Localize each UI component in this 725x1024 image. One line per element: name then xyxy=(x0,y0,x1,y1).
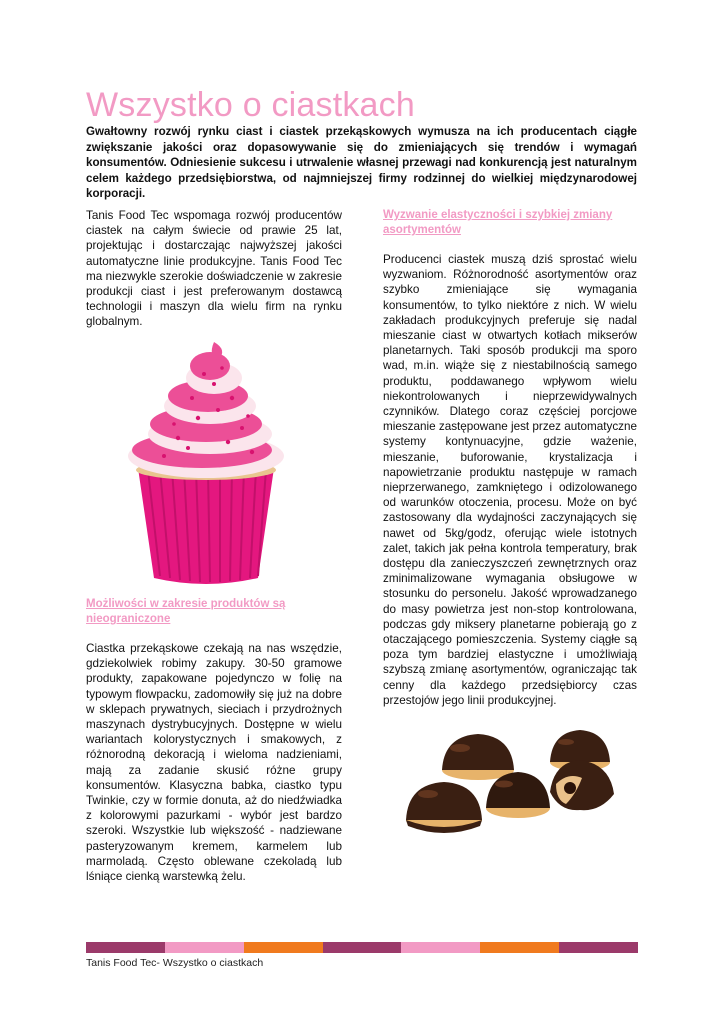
footer-bar-segment xyxy=(86,942,165,953)
footer-bar-segment xyxy=(244,942,323,953)
page-title: Wszystko o ciastkach xyxy=(86,86,415,124)
section-heading-possibilities xyxy=(86,597,342,627)
footer-bar-segment xyxy=(480,942,559,953)
lead-paragraph: Gwałtowny rozwój rynku ciast i ciastek przekąskowych wymusza na ich producentach ciągłe zwiększanie jakości oraz dopasowywanie się do zmieniających się trendów i wymagań konsumentów. Odniesienie sukcesu i utrwalenie własnej przewagi nad konkurencją jest naturalnym celem każdego przedsiębiorstwa, od najmniejszej firmy rodzinnej do wielkiej międzynarodowej korporacji. xyxy=(86,125,637,200)
footer-text: Tanis Food Tec- Wszystko o ciastkach xyxy=(86,957,264,969)
footer-color-bar xyxy=(86,942,638,953)
left-column xyxy=(86,208,342,330)
chocolate-cookies-image xyxy=(400,722,622,858)
cupcake-image xyxy=(118,338,294,588)
intro-paragraph: Tanis Food Tec wspomaga rozwój producentów ciastek na całym świecie od prawie 25 lat, projektując i dostarczając najwyższej jakości automatyczne linie produkcyjne. Tanis Food Tec ma niezwykle szerokie doświadczenie w zakresie produkcji ciast i jest preferowanym dostawcą technologii i maszyn dla wielu firm na rynku globalnym. xyxy=(86,209,342,329)
footer-bar-segment xyxy=(165,942,244,953)
flexibility-heading: Wyzwanie elastyczności i szybkiej zmiany asortymentów xyxy=(383,209,613,236)
right-column xyxy=(383,208,637,708)
section-body-possibilities xyxy=(86,641,342,884)
footer-bar-segment xyxy=(559,942,638,953)
footer-bar-segment xyxy=(323,942,402,953)
footer-bar-segment xyxy=(401,942,480,953)
possibilities-heading: Możliwości w zakresie produktów są nieograniczone xyxy=(86,598,286,625)
flexibility-paragraph: Producenci ciastek muszą dziś sprostać wielu wyzwaniom. Różnorodność asortymentów oraz szybko zmieniające się wymagania konsumentów, to tylko niektóre z nich. W wielu zakładach produkcyjnych preferuje się nadal mieszanie ciast w otwartych kotłach mikserów planetarnych. Taki sposób produkcji ma sporo wad, m.in. wiąże się z niestabilnością samego produktu, poddawanego wpływom wielu niekontrolowanych i nieprzewidywalnych czynników. Dlatego coraz częściej porcjowe mieszanie zastępowane jest przez automatyczne systemy kontynuacyjne, gdzie ważenie, mieszanie, buforowanie, krystalizacja i napowietrzanie produktu następuje w ramach nieprzerwanego, zamkniętego i odizolowanego od warunków otoczenia, procesu. Może on być zastosowany dla wydajności zaczynających się nawet od 5kg/godz, oferując wiele istotnych zalet, takich jak pełna kontrola temperatury, brak dostępu dla zanieczyszczeń zewnętrznych oraz zminimalizowane wymagania obsługowe w stosunku do personelu. Jakość wprowadzanego do masy powietrza jest non-stop kontrolowana, podczas gdy miksery planetarne pobierają go z otaczającego pomieszczenia. Systemy ciągłe są poza tym bardziej elastyczne i umożliwiają szybszą zmianę asortymentów, ograniczając tak cenny dla każdego przedsiębiorcy czas przestojów jego linii produkcyjnej. xyxy=(383,253,638,707)
possibilities-paragraph: Ciastka przekąskowe czekają na nas wszędzie, gdziekolwiek robimy zakupy. 30-50 gramowe produkty, zapakowane pojedynczo w folię na typowym flowpacku, zadomowiły się już na dobre w sklepach prywatnych, sieciach i przydrożnych maszynach dystrybucyjnych. Dostępne w wielu wariantach kolorystycznych i smakowych, z różnorodną dekoracją i wieloma nadzieniami, mają za zadanie skusić różne grupy konsumentów. Klasyczna babka, ciastko typu Twinkie, czy w formie donuta, aż do niedźwiadka z kolorowymi pazurkami - wybór jest bardzo szeroki. Wszystkie lub większość - nadziewane pasteryzowanym kremem, karmelem lub marmoladą. Często oblewane czekoladą lub lśniące cienką warstewką żelu. xyxy=(86,642,342,884)
